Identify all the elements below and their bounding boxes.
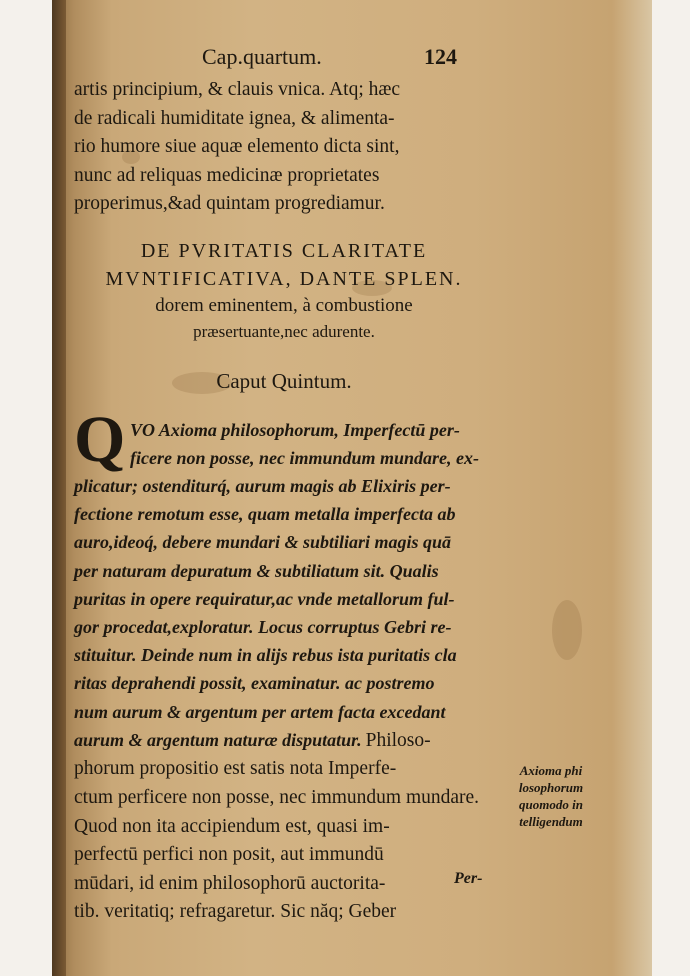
page-number: 124: [424, 44, 457, 69]
text-line: rio humore siue aquæ elemento dicta sint,: [74, 136, 400, 157]
catchword: Per-: [454, 870, 483, 887]
summary-line: aurum & argentum naturæ disputatur.: [74, 729, 362, 750]
summary-line: ritas deprahendi possit, examinatur. ac postremo: [74, 673, 435, 694]
section-heading: [74, 237, 494, 345]
summary-line: VO Axioma philosophorum, Imperfectū per-: [130, 419, 460, 440]
opening-paragraph: [74, 76, 494, 219]
running-title: Cap.quartum.: [202, 44, 322, 69]
running-head: [52, 44, 652, 74]
text-line: perfectū perfici non posit, aut immundū: [74, 844, 384, 866]
heading-line: DE PVRITATIS CLARITATE: [140, 239, 428, 262]
summary-line: auro,ideoq́, debere mundari & subtiliari magis quā: [74, 532, 452, 553]
marginal-note-line: quomodo in: [519, 797, 583, 812]
heading-line: dorem eminentem, à combustione: [155, 294, 413, 316]
summary-line: gor procedat,exploratur. Locus corruptus Gebri re-: [74, 616, 452, 637]
marginal-note-line: Axioma phi: [519, 763, 583, 778]
summary-line: num aurum & argentum per artem facta excedant: [74, 701, 446, 722]
chapter-summary: [74, 402, 494, 927]
text-line: Quod non ita accipiendum est, quasi im-: [74, 815, 390, 837]
text-line: artis principium, & clauis vnica. Atq; hæc: [74, 79, 401, 100]
summary-line: plicatur; ostenditurq́, aurum magis ab Elixiris per-: [74, 475, 451, 496]
text-line: nunc ad reliquas medicinæ proprietates: [74, 164, 380, 186]
heading-line: præsertuante,nec adurente.: [193, 321, 375, 341]
marginal-note-line: losophorum: [518, 780, 584, 795]
book-page: [52, 0, 652, 976]
text-body: [74, 76, 494, 927]
text-line: properimus,&ad quintam progrediamur.: [74, 193, 385, 214]
heading-line: MVNTIFICATIVA, DANTE SPLEN.: [105, 267, 463, 290]
text-line: Philoso-: [365, 729, 431, 751]
text-line: ctum perficere non posse, nec immundum mundare.: [74, 786, 480, 808]
marginal-note-line: telligendum: [519, 814, 583, 829]
chapter-title: Caput Quintum.: [216, 368, 352, 393]
page-gutter: [52, 0, 66, 976]
drop-capital: Q: [74, 402, 126, 476]
text-line: phorum propositio est satis nota Imperfe-: [74, 758, 397, 780]
summary-line: stituitur. Deinde num in alijs rebus ista puritatis cla: [74, 645, 457, 666]
text-line: de radicali humiditate ignea, & alimenta-: [74, 107, 395, 129]
summary-line: puritas in opere requiratur,ac vnde metallorum ful-: [74, 588, 455, 609]
summary-line: per naturam depuratum & subtiliatum sit. Qualis: [74, 560, 439, 581]
marginal-note: [496, 762, 606, 830]
summary-line: fectione remotum esse, quam metalla imperfecta ab: [74, 504, 456, 525]
summary-line: ficere non posse, nec immundum mundare, ex-: [130, 447, 480, 468]
text-line: tib. veritatiq; refragaretur. Sic năq; Geber: [74, 901, 397, 923]
text-line: mūdari, id enim philosophorū auctorita-: [74, 872, 386, 894]
